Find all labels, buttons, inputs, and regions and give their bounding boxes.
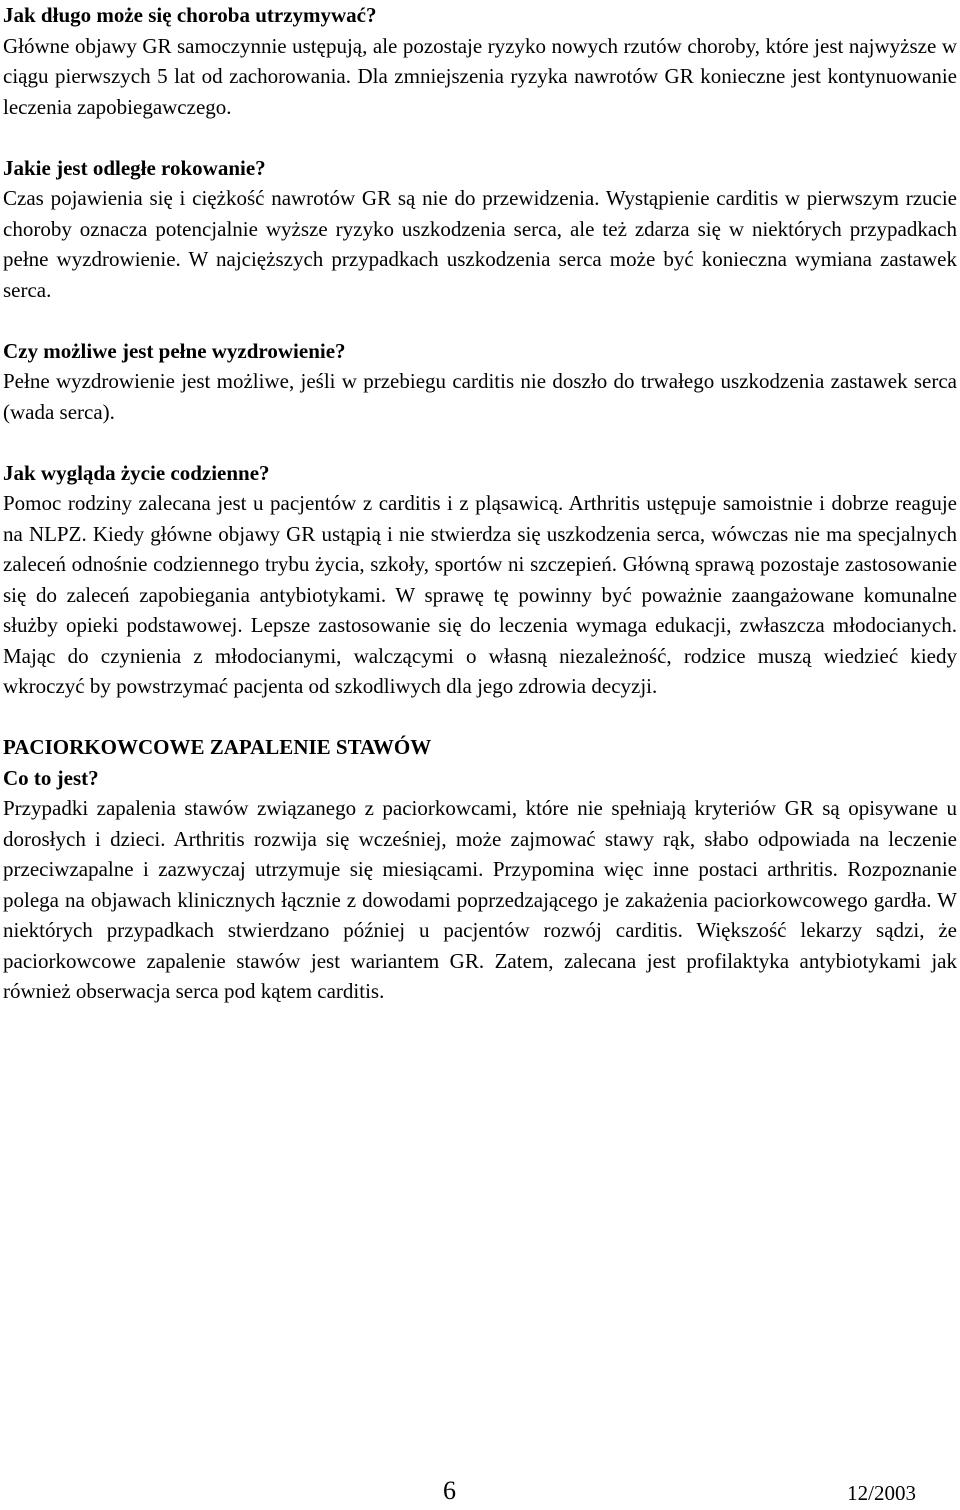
document-page — [3, 0, 957, 1007]
section-title: PACIORKOWCOWE ZAPALENIE STAWÓW — [3, 735, 432, 759]
paragraph-duration: Główne objawy GR samoczynnie ustępują, ale pozostaje ryzyko nowych rzutów choroby, które jest najwyższe w ciągu pierwszych 5 lat od zachorowania. Dla zmniejszenia ryzyka nawrotów GR konieczne jest kontynuowanie leczenia zapobiegawczego. — [3, 33, 957, 119]
spacer — [3, 702, 957, 733]
heading-recovery: Czy możliwe jest pełne wyzdrowienie? — [3, 338, 346, 363]
heading-what-is-it: Co to jest? — [3, 765, 99, 790]
paragraph-prognosis: Czas pojawienia się i ciężkość nawrotów GR są nie do przewidzenia. Wystąpienie carditis w pierwszym rzucie choroby oznacza potencjalnie wyższe ryzyko uszkodzenia serca, ale też zdarza się w niektórych przypadkach pełne wyzdrowienie. W najcięższych przypadkach uszkodzenia serca może być konieczna wymiana zastawek serca. — [3, 186, 957, 302]
paragraph-what-is-it: Przypadki zapalenia stawów związanego z paciorkowcami, które nie spełniają kryteriów GR są opisywane u dorosłych i dzieci. Arthritis rozwija się wcześniej, może zajmować stawy rąk, słabo odpowiada na leczenie przeciwzapalne i zazwyczaj utrzymuje się miesiącami. Przypomina więc inne postaci arthritis. Rozpoznanie polega na objawach klinicznych łącznie z dowodami poprzedzającego je zakażenia paciorkowcowego gardła. W niektórych przypadkach stwierdzano później u pacjentów rozwój carditis. Większość lekarzy sądzi, że paciorkowcowe zapalenie stawów jest wariantem GR. Zatem, zalecana jest profilaktyka antybiotykami jak również obserwacja serca pod kątem carditis. — [3, 796, 957, 1003]
heading-daily-life: Jak wygląda życie codzienne? — [3, 460, 270, 485]
spacer — [3, 427, 957, 458]
heading-prognosis: Jakie jest odległe rokowanie? — [3, 155, 266, 180]
spacer — [3, 122, 957, 153]
heading-duration: Jak długo może się choroba utrzymywać? — [3, 3, 377, 27]
page-number: 6 — [443, 1476, 456, 1505]
paragraph-daily-life: Pomoc rodziny zalecana jest u pacjentów z carditis i z pląsawicą. Arthritis ustępuje samoistnie i dobrze reaguje na NLPZ. Kiedy główne objawy GR ustąpią i nie stwierdza się uszkodzenia serca, wówczas nie ma specjalnych zaleceń odnośnie codziennego trybu życia, szkoły, sportów ni szczepień. Główną sprawą pozostaje zastosowanie się do zaleceń zapobiegania antybiotykami. W sprawę tę powinny być poważnie zaangażowane komunalne służby opieki podstawowej. Lepsze zastosowanie się do leczenia wymaga edukacji, zwłaszcza młodocianych. Mając do czynienia z młodocianymi, walczącymi o własną niezależność, rodzice muszą wiedzieć kiedy wkroczyć by powstrzymać pacjenta od szkodliwych dla jego zdrowia decyzji. — [3, 491, 957, 698]
spacer — [3, 305, 957, 336]
footer-date: 12/2003 — [847, 1481, 916, 1505]
paragraph-recovery: Pełne wyzdrowienie jest możliwe, jeśli w przebiegu carditis nie doszło do trwałego uszkodzenia zastawek serca (wada serca). — [3, 369, 957, 424]
